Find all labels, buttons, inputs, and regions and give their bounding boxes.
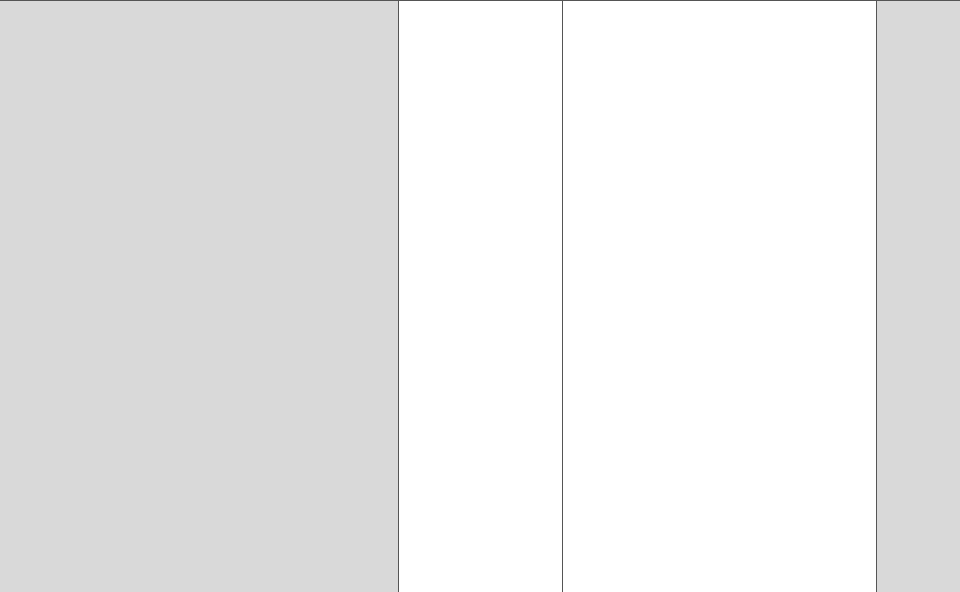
column-divider	[562, 0, 563, 592]
vertical-note-cell	[876, 0, 960, 592]
entity-info-panel	[0, 0, 398, 592]
row-divider	[0, 0, 960, 1]
column-divider	[398, 0, 399, 592]
